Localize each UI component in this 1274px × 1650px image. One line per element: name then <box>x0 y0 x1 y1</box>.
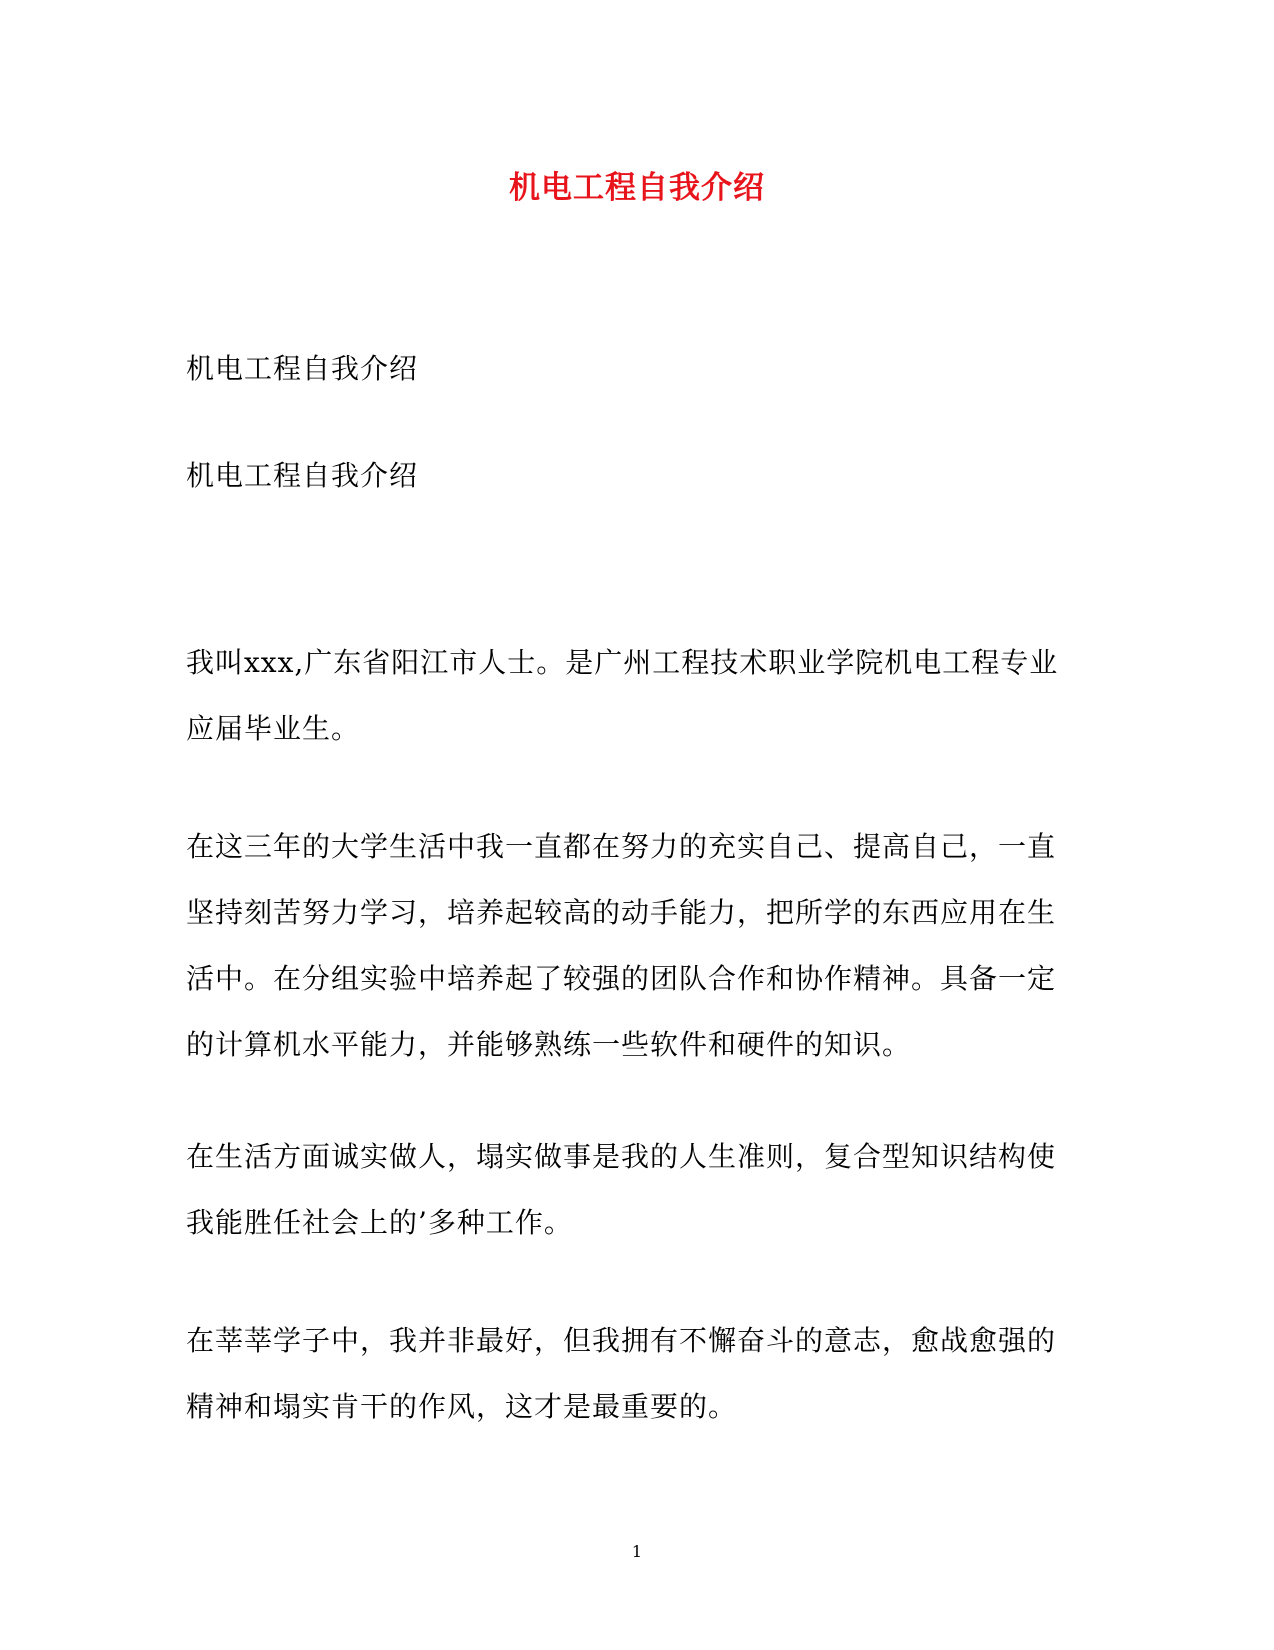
document-title: 机电工程自我介绍 <box>509 170 765 206</box>
paragraph-life-principles: 在生活方面诚实做人，塌实做事是我的人生准则，复合型知识结构使我能胜任社会上的’多种工作。 <box>186 1140 1057 1239</box>
paragraph-spirit: 在莘莘学子中，我并非最好，但我拥有不懈奋斗的意志，愈战愈强的精神和塌实肯干的作风，这才是最重要的。 <box>186 1324 1057 1423</box>
subheading-second: 机电工程自我介绍 <box>186 459 419 492</box>
paragraph-university-life: 在这三年的大学生活中我一直都在努力的充实自己、提高自己，一直坚持刻苦努力学习，培养起较高的动手能力，把所学的东西应用在生活中。在分组实验中培养起了较强的团队合作和协作精神。具备一定的计算机水平能力，并能够熟练一些软件和硬件的知识。 <box>186 830 1057 1061</box>
paragraph-intro: 我叫xxx,广东省阳江市人士。是广州工程技术职业学院机电工程专业应届毕业生。 <box>186 646 1059 745</box>
subheading-first: 机电工程自我介绍 <box>186 352 419 385</box>
page-number: 1 <box>631 1542 643 1561</box>
